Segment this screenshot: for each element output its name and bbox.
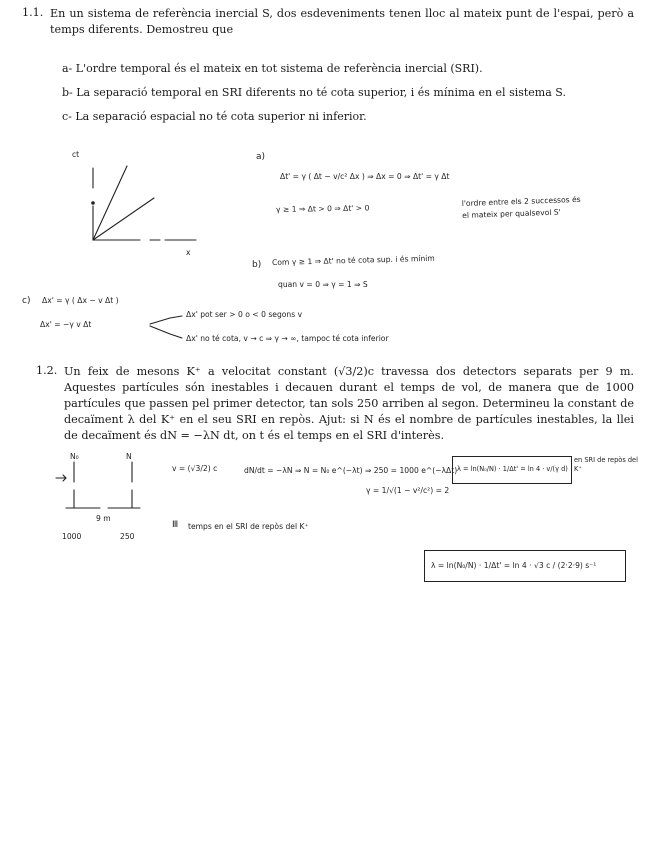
problem-1-part-a: a- L'ordre temporal és el mateix en tot sistema de referència inercial (SRI).	[62, 62, 483, 75]
sketch1-axis-t-label: ct	[72, 150, 80, 159]
note-part-a-conclusion: l'ordre entre els 2 successos és el mateix per qualsevol S'	[461, 194, 581, 220]
note-part-c-line2: Δx' = −γ v Δt	[40, 320, 92, 329]
note-part-c-branch1: Δx' pot ser > 0 o < 0 segons v	[186, 310, 303, 319]
p2-bottom-left: 1000	[62, 532, 82, 541]
p2-gamma: γ = 1/√(1 − v²/c²) = 2	[366, 486, 450, 495]
note-part-b-label: b)	[252, 260, 262, 270]
note-part-a-line1: Δt' = γ ( Δt − v/c² Δx ) ⇒ Δx = 0 ⇒ Δt' = γ Δt	[280, 172, 450, 181]
p2-boxed-formula: λ = ln(N₀/N) · 1/Δt' = ln 4 · v/(γ d)	[457, 465, 568, 473]
p2-boxed-result-top	[452, 456, 572, 484]
problem-1-part-c: c- La separació espacial no té cota superior ni inferior.	[62, 110, 367, 123]
note-part-b-line2: quan v = 0 ⇒ γ = 1 ⇒ S	[278, 280, 368, 289]
p2-side-note: en SRI de repòs del K⁺	[574, 456, 638, 473]
p2-time-note: temps en el SRI de repòs del K⁺	[188, 522, 309, 531]
sketch1-axis-x-label: x	[186, 248, 191, 257]
p2-detector-right-label: N	[126, 452, 132, 461]
note-part-b-line1: Com γ ≥ 1 ⇒ Δt' no té cota sup. i és mínim	[271, 253, 435, 267]
p2-final-result: λ = ln(N₀/N) · 1/Δt' = ln 4 · √3 c / (2·2·9) s⁻¹	[431, 561, 597, 570]
problem-1-number: 1.1.	[22, 6, 44, 19]
problem-2-statement: Un feix de mesons K⁺ a velocitat constant (√3/2)c travessa dos detectors separats per 9 m. Aquestes partícules són inestables i decauen durant el temps de vol, de manera que de 1000 partícules que passen pel primer detector, tan sols 250 arriben al segon. Determineu la constant de decaïment λ del K⁺ en el seu SRI en repòs. Ajut: si N és el nombre de partícules inestables, la llei de decaïment és dN = −λN dt, on t és el temps en el SRI d'interès.	[64, 365, 634, 442]
note-part-c-line1: Δx' = γ ( Δx − v Δt )	[42, 296, 119, 305]
p2-bottom-right: 250	[120, 532, 135, 541]
note-part-a-line2: γ ≥ 1 ⇒ Δt > 0 ⇒ Δt' > 0	[275, 203, 370, 214]
p2-decay-law: dN/dt = −λN ⇒ N = N₀ e^(−λt) ⇒ 250 = 1000 e^(−λΔt)	[244, 466, 458, 475]
p2-boxed-result-bottom	[424, 550, 626, 582]
problem-1-statement: En un sistema de referència inercial S, dos esdeveniments tenen lloc al mateix punt de l'espai, però a temps diferents. Demostreu que	[50, 7, 634, 36]
problem-2-number: 1.2.	[36, 364, 58, 377]
problem-1-part-b: b- La separació temporal en SRI diferents no té cota superior, i és mínima en el sistema S.	[62, 86, 566, 99]
note-part-c-label: c)	[22, 296, 31, 306]
p2-gap-label: 9 m	[96, 514, 111, 523]
p2-time-mark: Ⅲ	[172, 520, 179, 530]
note-part-a-label: a)	[256, 152, 266, 162]
p2-velocity: v = (√3/2) c	[172, 464, 218, 473]
p2-detector-left-label: N₀	[70, 452, 79, 461]
note-part-c-branch2: Δx' no té cota, v → c ⇒ γ → ∞, tampoc té cota inferior	[186, 334, 389, 343]
